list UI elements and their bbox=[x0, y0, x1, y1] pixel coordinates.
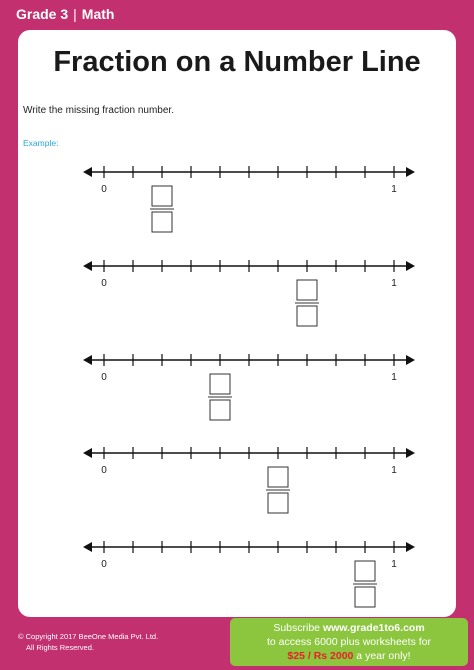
numerator-box[interactable] bbox=[210, 374, 230, 394]
arrow-right-icon bbox=[406, 167, 415, 177]
promo-site-link[interactable]: www.grade1to6.com bbox=[322, 622, 425, 634]
tick-label-start: 0 bbox=[101, 559, 107, 570]
promo-line-1 bbox=[230, 621, 468, 635]
tick-label-start: 0 bbox=[101, 465, 107, 476]
arrow-left-icon bbox=[83, 542, 92, 552]
copyright-text: © Copyright 2017 BeeOne Media Pvt. Ltd. bbox=[18, 632, 159, 641]
grade-label: Grade 3 bbox=[16, 6, 69, 22]
denominator-box[interactable] bbox=[297, 306, 317, 326]
denominator-box[interactable] bbox=[210, 400, 230, 420]
promo-subscribe-text: Subscribe bbox=[273, 622, 323, 634]
arrow-right-icon bbox=[406, 542, 415, 552]
denominator-box[interactable] bbox=[355, 587, 375, 607]
arrow-right-icon bbox=[406, 355, 415, 365]
arrow-right-icon bbox=[406, 448, 415, 458]
denominator-box[interactable] bbox=[268, 493, 288, 513]
tick-label-start: 0 bbox=[101, 372, 107, 383]
subject-label: Math bbox=[81, 6, 115, 22]
numerator-box[interactable] bbox=[152, 186, 172, 206]
arrow-left-icon bbox=[83, 355, 92, 365]
numerator-box[interactable] bbox=[297, 280, 317, 300]
arrow-left-icon bbox=[83, 167, 92, 177]
promo-suffix-text: a year only! bbox=[353, 650, 411, 662]
promo-line-3 bbox=[230, 649, 468, 663]
arrow-left-icon bbox=[83, 448, 92, 458]
worksheet-title: Fraction on a Number Line bbox=[53, 46, 421, 78]
denominator-box[interactable] bbox=[152, 212, 172, 232]
numerator-box[interactable] bbox=[268, 467, 288, 487]
tick-label-start: 0 bbox=[101, 278, 107, 289]
promo-price-inr: Rs 2000 bbox=[313, 650, 354, 662]
tick-label-end: 1 bbox=[391, 465, 397, 476]
tick-label-end: 1 bbox=[391, 559, 397, 570]
copyright-notice bbox=[18, 631, 158, 653]
rights-text: All Rights Reserved. bbox=[26, 643, 94, 652]
promo-price-usd: $25 bbox=[287, 650, 305, 662]
tick-label-end: 1 bbox=[391, 184, 397, 195]
tick-label-end: 1 bbox=[391, 278, 397, 289]
arrow-right-icon bbox=[406, 261, 415, 271]
tick-label-start: 0 bbox=[101, 184, 107, 195]
header-separator: | bbox=[73, 6, 77, 22]
example-label: Example: bbox=[23, 138, 59, 148]
arrow-left-icon bbox=[83, 261, 92, 271]
instruction-text: Write the missing fraction number. bbox=[23, 105, 174, 116]
promo-line-2: to access 6000 plus worksheets for bbox=[266, 636, 431, 648]
numerator-box[interactable] bbox=[355, 561, 375, 581]
promo-price-separator: / bbox=[304, 650, 314, 662]
subscribe-banner[interactable] bbox=[230, 618, 468, 666]
tick-label-end: 1 bbox=[391, 372, 397, 383]
